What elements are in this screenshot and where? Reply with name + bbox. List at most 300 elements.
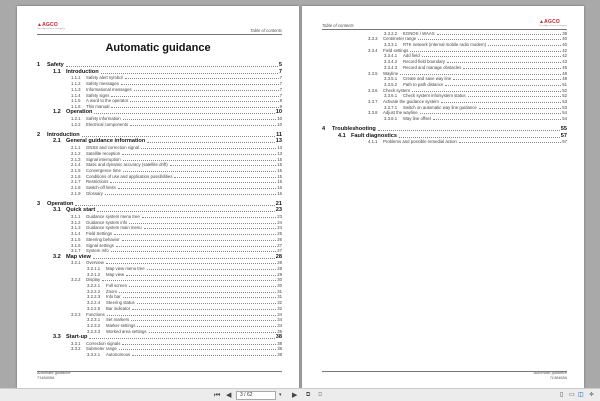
toc-page: 40 <box>562 42 567 48</box>
toc-number: 3.3.7.1 <box>384 104 398 110</box>
toc-number: 1.1.3 <box>71 86 81 92</box>
toc-page: 54 <box>562 110 567 116</box>
toc-title: Static and dynamic accuracy (satellite drift) <box>86 162 168 168</box>
toc-page: 7 <box>279 75 282 81</box>
dot-leader <box>418 39 561 40</box>
toc-title: Safety alert symbol <box>86 75 123 81</box>
toc-number: 3.3.2.2 <box>384 30 398 36</box>
toc-title: Safety signs <box>86 92 110 98</box>
dot-leader <box>101 73 278 74</box>
toc-number: 3.2 <box>53 253 61 260</box>
toc-number: 4 <box>322 126 326 133</box>
dot-leader <box>82 136 275 137</box>
toc-number: 2.1.9 <box>71 190 81 196</box>
dot-leader <box>420 113 562 114</box>
toc-page: 28 <box>277 266 282 271</box>
toc-page: 28 <box>275 253 282 260</box>
dot-leader <box>123 119 277 120</box>
toc-number: 3.3.4 <box>368 47 378 53</box>
dot-leader <box>137 303 277 304</box>
toc-title: Electrical components <box>86 121 129 127</box>
single-page-icon[interactable]: ▯ <box>560 392 564 398</box>
toc-page: 13 <box>277 145 282 151</box>
toc-page: 40 <box>562 36 567 42</box>
toc-page: 42 <box>562 47 567 53</box>
toc-page: 35 <box>277 328 282 334</box>
toc-title: Wayline <box>383 70 399 76</box>
prev-page-icon[interactable]: ◀ <box>226 392 232 399</box>
toc-number: 3.3.5.2 <box>384 81 398 87</box>
toc-page: 34 <box>277 311 282 317</box>
toc-title: Convergence time <box>86 167 121 173</box>
dot-leader <box>437 34 562 35</box>
toc-page: 34 <box>277 317 282 323</box>
toc-page: 53 <box>562 98 567 104</box>
divider <box>37 34 282 35</box>
toc-number: 3.2.2.5 <box>87 305 101 311</box>
toc-number: 2.1.8 <box>71 184 81 190</box>
paste-icon[interactable]: ⧉ <box>318 392 323 398</box>
dot-leader <box>111 251 277 252</box>
toc-page: 57 <box>560 132 567 139</box>
toc-entry[interactable] <box>37 121 282 127</box>
dot-leader <box>447 62 561 63</box>
toc-number: 3.3.2.1 <box>87 352 101 358</box>
toc-page: 13 <box>275 138 282 145</box>
toc-title: Guidance system main menu <box>86 225 142 231</box>
dot-leader <box>479 108 561 109</box>
toc-number: 3.1.7 <box>71 248 81 254</box>
page-header: Table of contents <box>250 28 282 33</box>
agco-logo: ▲AGCO Your Agriculture Company <box>539 19 567 27</box>
toc-page: 15 <box>277 173 282 179</box>
toc-page: 5 <box>278 62 282 69</box>
dot-leader <box>122 154 276 155</box>
toc-title: Introduction <box>47 132 80 139</box>
dot-leader <box>459 142 561 143</box>
toc-number: 3.3.4.2 <box>384 59 398 65</box>
toc-page: 38 <box>277 346 282 352</box>
toc-number: 3.3.2 <box>71 346 81 352</box>
copy-icon[interactable]: ⧉ <box>306 392 311 398</box>
dot-leader <box>123 297 277 298</box>
dot-leader <box>66 66 278 67</box>
toc-page: 23 <box>277 214 282 220</box>
dot-leader <box>132 355 276 356</box>
dot-leader <box>107 315 277 316</box>
toc-number: 3.1.6 <box>71 242 81 248</box>
toc-page: 21 <box>275 201 282 208</box>
toc-number: 4.1.1 <box>368 139 378 145</box>
toc-number: 3.2.1.1 <box>87 266 101 271</box>
toc-page: 7 <box>279 81 282 87</box>
toc-page: 43 <box>562 59 567 65</box>
toc-page: 31 <box>277 294 282 300</box>
toc-title: Marker settings <box>106 322 136 328</box>
dot-leader <box>129 286 276 287</box>
toc-title: Steering status <box>106 300 135 306</box>
toc-title: Check system <box>383 87 410 93</box>
dot-leader <box>174 177 276 178</box>
toc-number: 3.2.2 <box>71 277 81 283</box>
dot-leader <box>378 130 560 131</box>
pdf-page-left <box>17 6 299 388</box>
toc-number: 3.3.1 <box>71 340 81 346</box>
dot-leader <box>94 113 274 114</box>
toc-title: Zoom <box>106 288 117 294</box>
toc-entry[interactable] <box>322 139 567 145</box>
toc-title: Worked area settings <box>106 328 147 334</box>
toc-number: 3.3.3 <box>368 36 378 42</box>
dot-leader <box>463 68 561 69</box>
toc-title: Map view menu tree <box>106 266 145 271</box>
toc-number: 2.1.4 <box>71 162 81 168</box>
toc-page: 42 <box>562 53 567 59</box>
toc-page: 16 <box>277 184 282 190</box>
page-footer <box>37 371 70 380</box>
toc-page: 15 <box>277 162 282 168</box>
dot-leader <box>142 217 276 218</box>
toc-number: 3.3.5.1 <box>384 76 398 82</box>
toc-title: Guidance system menu tree <box>86 214 140 220</box>
toc-title: Start-up <box>66 333 88 340</box>
toc-title: Full screen <box>106 283 128 289</box>
page-number-value: 3 / 62 <box>240 392 253 398</box>
toc-number: 1.1.4 <box>71 92 81 98</box>
toc-title: Conditions of use and application possibilities <box>86 173 173 179</box>
toc-page: 10 <box>277 115 282 121</box>
dot-leader <box>141 148 276 149</box>
toc-title: Problems and possible remedial action <box>383 139 457 145</box>
toc-entry[interactable] <box>37 190 282 196</box>
dot-leader <box>119 349 276 350</box>
first-page-icon[interactable]: ⏮ <box>214 392 221 399</box>
toc-page: 54 <box>562 116 567 121</box>
footer-code: 7148468A <box>549 375 567 380</box>
toc-number: 1.1.5 <box>71 98 81 104</box>
toc-number: 3.1.2 <box>71 219 81 225</box>
toc-list <box>37 62 282 357</box>
toc-page: 29 <box>277 271 282 277</box>
toc-title: Steering behavior <box>86 236 120 242</box>
dot-leader <box>488 45 561 46</box>
toc-number: 1 <box>37 62 41 69</box>
toc-page: 27 <box>277 248 282 254</box>
toc-number: 2.1.3 <box>71 156 81 162</box>
toc-page: 24 <box>277 225 282 231</box>
toc-number: 1.2 <box>53 109 61 116</box>
toc-page: 7 <box>278 68 282 75</box>
toc-title: Adjust the wayline <box>383 110 418 116</box>
dot-leader <box>130 101 278 102</box>
dot-leader <box>110 182 276 183</box>
toc-page: 27 <box>277 242 282 248</box>
dot-leader <box>123 160 277 161</box>
toc-number: 3.3.7 <box>368 98 378 104</box>
toc-number: 3.3.3.1 <box>384 42 398 48</box>
toc-number: 1.1.2 <box>71 81 81 87</box>
toc-title: Introduction <box>66 68 99 75</box>
toc-number: 2.1.6 <box>71 173 81 179</box>
toc-title: Guidance system info <box>86 219 128 225</box>
dot-leader <box>106 263 276 264</box>
divider <box>37 371 282 372</box>
toc-number: 3.1.1 <box>71 214 81 220</box>
dot-leader <box>119 292 276 293</box>
toc-title: Operation <box>66 109 93 116</box>
two-page-icon[interactable]: ◫ <box>578 392 584 398</box>
toc-number: 3.3.6 <box>368 87 378 93</box>
dot-leader <box>422 56 561 57</box>
toc-title: Bar indicator <box>106 305 131 311</box>
toc-title: Map view <box>66 253 91 260</box>
toc-number: 3.2.3 <box>71 311 81 317</box>
toc-number: 1.1.6 <box>71 103 81 109</box>
toc-page: 31 <box>277 288 282 294</box>
dot-leader <box>410 51 561 52</box>
toc-title: Set markers <box>106 317 130 323</box>
toc-title: Submeter range <box>86 346 117 352</box>
toc-page: 53 <box>562 104 567 110</box>
toc-number: 3.1.4 <box>71 231 81 237</box>
toc-page: 15 <box>277 156 282 162</box>
dot-leader <box>105 194 276 195</box>
toc-title: General guidance information <box>66 138 146 145</box>
toc-page: 10 <box>277 121 282 127</box>
toc-title: Record and manage obstacles <box>403 64 462 70</box>
toc-title: Way line offset <box>403 116 431 121</box>
toc-page: 13 <box>277 150 282 156</box>
dot-leader <box>399 137 560 138</box>
dot-leader <box>132 309 276 310</box>
dot-leader <box>130 125 276 126</box>
toc-title: A word to the operator <box>86 98 129 104</box>
dot-leader <box>116 246 276 247</box>
toc-page: 11 <box>276 132 282 139</box>
toc-page: 30 <box>277 277 282 283</box>
toc-number: 3.1 <box>53 207 61 214</box>
toc-title: Signal settings <box>86 242 114 248</box>
toc-title: Fault diagnostics <box>351 132 397 139</box>
toc-page: 52 <box>562 93 567 99</box>
toc-number: 3.3.6.1 <box>384 93 398 99</box>
dot-leader <box>123 171 276 172</box>
toc-page: 48 <box>562 70 567 76</box>
dot-leader <box>144 228 277 229</box>
toc-number: 3.2.2.2 <box>87 288 101 294</box>
toc-number: 2.1.2 <box>71 150 81 156</box>
toc-title: Autonomous <box>106 352 131 358</box>
toc-page: 26 <box>277 236 282 242</box>
dot-leader <box>453 79 561 80</box>
toc-title: Switch on automatic way line guidance <box>403 104 477 110</box>
toc-page: 51 <box>562 81 567 87</box>
viewer-toolbar <box>0 388 600 401</box>
toc-page: 39 <box>562 30 567 36</box>
dot-leader <box>114 234 276 235</box>
dot-leader <box>400 74 561 75</box>
toc-number: 3.3.5 <box>368 70 378 76</box>
toc-list <box>322 30 567 144</box>
toc-number: 3.2.1 <box>71 260 81 266</box>
toc-page: 34 <box>277 322 282 328</box>
dot-leader <box>134 90 279 91</box>
toc-number: 2.1 <box>53 138 61 145</box>
toc-number: 3.2.1.2 <box>87 271 101 277</box>
page-number-input[interactable] <box>236 391 276 400</box>
toc-title: Centimeter range <box>383 36 417 42</box>
toc-page: 15 <box>277 167 282 173</box>
toc-page: 45 <box>562 64 567 70</box>
footer-code: 7148468A <box>37 375 55 380</box>
toc-page: 32 <box>277 300 282 306</box>
toc-title: Restrictions <box>86 179 109 185</box>
dot-leader <box>147 142 275 143</box>
dot-leader <box>125 78 279 79</box>
toc-page: 9 <box>279 103 282 109</box>
toc-title: Check system info/system status <box>403 93 466 99</box>
toc-page: 55 <box>560 126 567 133</box>
toc-title: Overview <box>86 260 104 266</box>
dot-leader <box>126 275 276 276</box>
toc-title: Informational messages <box>86 86 132 92</box>
toc-page: 16 <box>277 190 282 196</box>
toc-page: 32 <box>277 305 282 311</box>
fit-icon[interactable]: ≑ <box>589 392 595 398</box>
toc-number: 3.3.8.1 <box>384 116 398 121</box>
footer-title: Automatic guidance <box>533 371 567 375</box>
page-dropdown-icon[interactable]: ▾ <box>279 392 282 398</box>
pdf-page-right <box>302 6 584 388</box>
toc-title: Field settings <box>383 47 409 53</box>
toc-number: 4.1 <box>338 132 346 139</box>
toc-title: Add field <box>403 53 420 59</box>
toc-title: Glossary <box>86 190 103 196</box>
toc-page: 52 <box>562 87 567 93</box>
toc-page: 25 <box>277 231 282 237</box>
toc-number: 2.1.5 <box>71 167 81 173</box>
toc-number: 1.2.1 <box>71 115 81 121</box>
toc-number: 3.2.3.1 <box>87 317 101 323</box>
toc-page: 57 <box>562 139 567 145</box>
toc-number: 3.2.3.2 <box>87 322 101 328</box>
toc-number: 2 <box>37 132 41 139</box>
page-footer <box>534 371 567 380</box>
toc-title: EGNOS / WAAS <box>403 30 435 36</box>
dot-leader <box>129 223 276 224</box>
toc-number: 3.2.2.1 <box>87 283 101 289</box>
toc-page: 15 <box>277 179 282 185</box>
divider <box>322 371 567 372</box>
dot-leader <box>147 269 277 270</box>
toc-title: Signal interruption <box>86 156 121 162</box>
toc-title: Safety <box>47 62 64 69</box>
toc-number: 1.1 <box>53 68 61 75</box>
toc-number: 3.1.3 <box>71 225 81 231</box>
dot-leader <box>111 107 278 108</box>
toc-title: Quick start <box>66 207 96 214</box>
toc-title: Field Settings <box>86 231 113 237</box>
dot-leader <box>75 205 274 206</box>
document-title: Automatic guidance <box>105 42 211 54</box>
toc-number: 3.3.8 <box>368 110 378 116</box>
toc-page: 38 <box>277 352 282 358</box>
toc-title: Record field boundary <box>403 59 446 65</box>
dot-leader <box>97 211 275 212</box>
toc-title: Info bar <box>106 294 121 300</box>
toc-page: 30 <box>277 283 282 289</box>
dot-leader <box>468 96 562 97</box>
dot-leader <box>111 96 278 97</box>
toc-page: 48 <box>562 76 567 82</box>
dot-leader <box>170 165 277 166</box>
dot-leader <box>89 338 274 339</box>
dot-leader <box>102 280 276 281</box>
dot-leader <box>149 332 277 333</box>
toc-title: This manual <box>86 103 110 109</box>
toc-page: 10 <box>275 109 282 116</box>
toc-page: 28 <box>277 260 282 266</box>
toc-title: System Info <box>86 248 109 254</box>
page-header: Table of contents <box>322 23 354 28</box>
dot-leader <box>93 258 275 259</box>
toc-title: Path to path distance <box>403 81 444 87</box>
toc-page: 38 <box>277 340 282 346</box>
toc-entry[interactable] <box>322 115 567 121</box>
toc-page: 38 <box>275 333 282 340</box>
toc-title: Correction signals <box>86 340 121 346</box>
toc-title: Activate the guidance system <box>383 98 439 104</box>
toc-number: 3.1.5 <box>71 236 81 242</box>
toc-page: 23 <box>275 207 282 214</box>
toc-number: 2.1.7 <box>71 179 81 185</box>
toc-title: GNSS and correction signal <box>86 145 140 151</box>
toc-title: Switch-off limits <box>86 184 116 190</box>
toc-title: RTK network (internal mobile radio modem) <box>403 42 487 48</box>
toc-number: 3.2.2.3 <box>87 294 101 300</box>
next-page-icon[interactable]: ▶ <box>292 392 298 399</box>
toc-number: 1.2.2 <box>71 121 81 127</box>
dot-leader <box>433 119 561 120</box>
dot-leader <box>445 85 561 86</box>
continuous-icon[interactable]: ▭ <box>569 392 575 398</box>
dot-leader <box>441 102 561 103</box>
toc-page: 7 <box>279 92 282 98</box>
toc-title: Functions <box>86 311 105 317</box>
toc-entry[interactable] <box>37 351 282 357</box>
toc-title: Display <box>86 277 101 283</box>
toc-title: Satellite reception <box>86 150 121 156</box>
toc-title: Map view <box>106 271 125 277</box>
toc-number: 3.2.3.3 <box>87 328 101 334</box>
toc-page: 8 <box>279 98 282 104</box>
toc-page: 24 <box>277 219 282 225</box>
toc-title: Safety information <box>86 115 121 121</box>
toc-page: 7 <box>279 86 282 92</box>
agco-logo: ▲AGCO Your Agriculture Company <box>37 22 65 30</box>
toc-title: Troubleshooting <box>332 126 376 133</box>
toc-number: 2.1.1 <box>71 145 81 151</box>
toc-number: 3.3 <box>53 333 61 340</box>
dot-leader <box>118 188 276 189</box>
toc-title: Safety messages <box>86 81 119 87</box>
toc-title: Create and save way line <box>403 76 452 82</box>
toc-number: 3.3.4.3 <box>384 64 398 70</box>
dot-leader <box>121 84 279 85</box>
toc-number: 1.1.1 <box>71 75 81 81</box>
dot-leader <box>131 320 276 321</box>
dot-leader <box>412 91 561 92</box>
